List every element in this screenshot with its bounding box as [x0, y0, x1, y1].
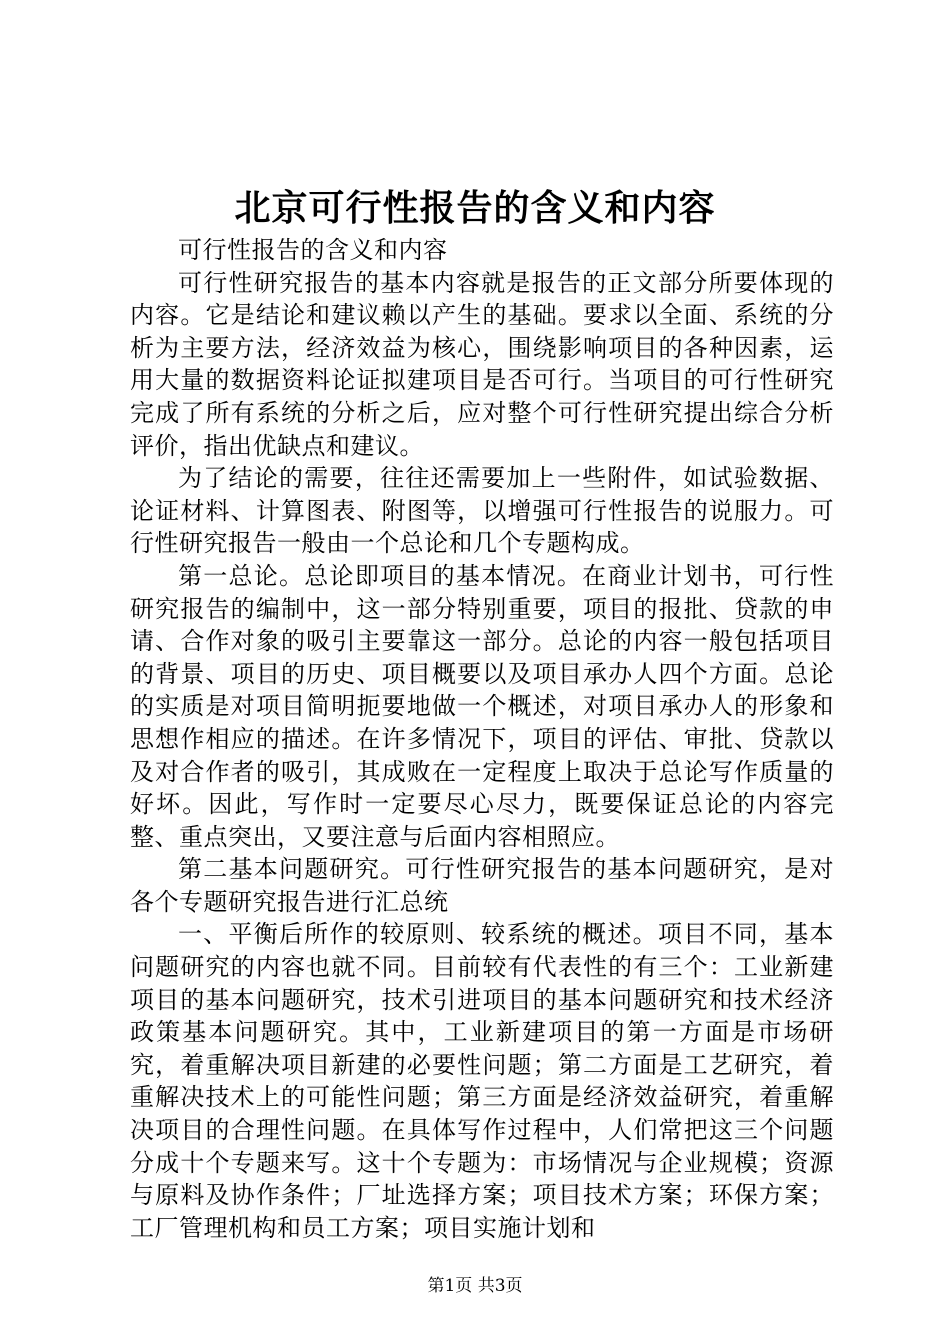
paragraph-basic-content: 可行性研究报告的基本内容就是报告的正文部分所要体现的内容。它是结论和建议赖以产生的基础。要求以全面、系统的分析为主要方法，经济效益为核心，围绕影响项目的各种因素，运用大量的数据资料论证拟建项目是否可行。当项目的可行性研究完成了所有系统的分析之后，应对整个可行性研究提出综合分析评价，指出优缺点和建议。 [130, 268, 834, 460]
paragraph-basic-issues: 第二基本问题研究。可行性研究报告的基本问题研究，是对各个专题研究报告进行汇总统 [130, 855, 834, 916]
document-title: 北京可行性报告的含义和内容 [234, 187, 716, 229]
paragraph-attachments: 为了结论的需要，往往还需要加上一些附件，如试验数据、论证材料、计算图表、附图等，以增强可行性报告的说服力。可行性研究报告一般由一个总论和几个专题构成。 [130, 464, 834, 558]
document-body [130, 234, 834, 1244]
paragraph-balance-overview: 一、平衡后所作的较原则、较系统的概述。项目不同，基本问题研究的内容也就不同。目前较有代表性的有三个：工业新建项目的基本问题研究，技术引进项目的基本问题研究和技术经济政策基本问题研究。其中，工业新建项目的第一方面是市场研究，着重解决项目新建的必要性问题；第二方面是工艺研究，着重解决技术上的可能性问题；第三方面是经济效益研究，着重解决项目的合理性问题。在具体写作过程中，人们常把这三个问题分成十个专题来写。这十个专题为：市场情况与企业规模；资源与原料及协作条件；厂址选择方案；项目技术方案；环保方案；工厂管理机构和员工方案；项目实施计划和 [130, 920, 834, 1242]
paragraph-subtitle: 可行性报告的含义和内容 [178, 236, 448, 264]
paragraph-general-overview: 第一总论。总论即项目的基本情况。在商业计划书，可行性研究报告的编制中，这一部分特别重要，项目的报批、贷款的申请、合作对象的吸引主要靠这一部分。总论的内容一般包括项目的背景、项目的历史、项目概要以及项目承办人四个方面。总论的实质是对项目简明扼要地做一个概述，对项目承办人的形象和思想作相应的描述。在许多情况下，项目的评估、审批、贷款以及对合作者的吸引，其成败在一定程度上取决于总论写作质量的好坏。因此，写作时一定要尽心尽力，既要保证总论的内容完整、重点突出，又要注意与后面内容相照应。 [130, 561, 834, 851]
page-footer: 第1页 共3页 [427, 1276, 523, 1296]
